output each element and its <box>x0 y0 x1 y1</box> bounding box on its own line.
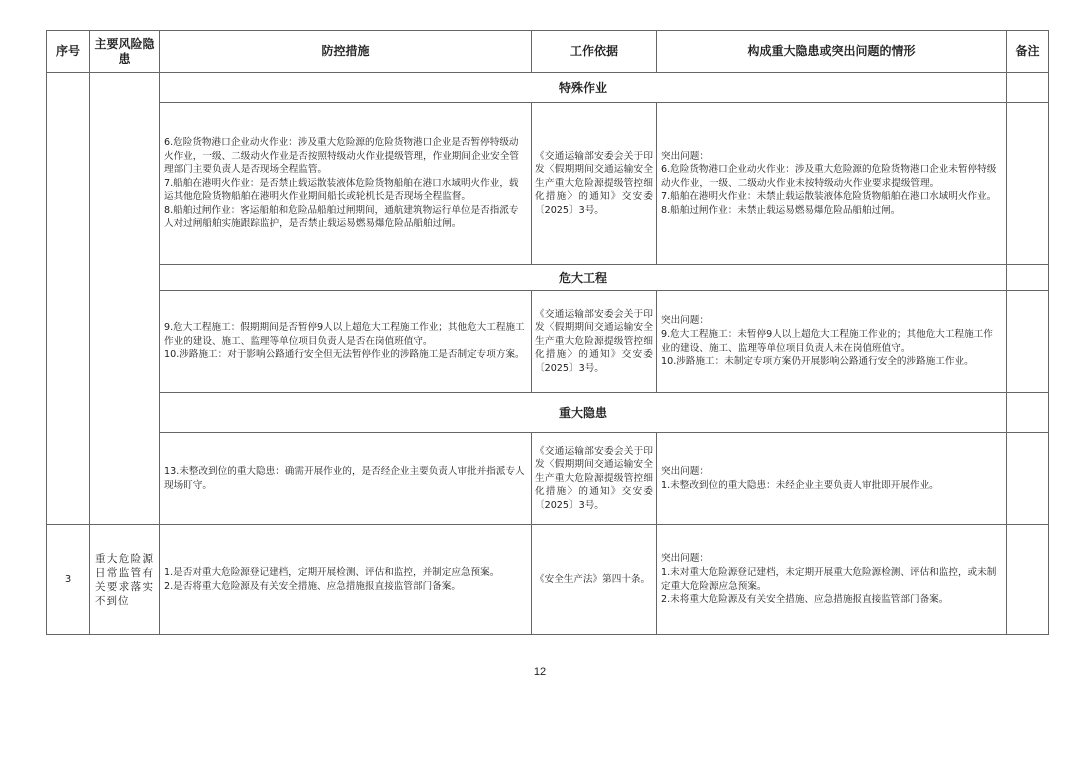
remark-cell <box>1007 433 1049 525</box>
section-title-dangerous: 危大工程 <box>160 265 1007 291</box>
situation-item: 6.危险货物港口企业动火作业：涉及重大危险源的危险货物港口企业未暂停特级动火作业，一级、二级动火作业未按特级动火作业要求提级管理。 <box>661 164 997 189</box>
measure-item: 13.未整改到位的重大隐患：确需开展作业的，是否经企业主要负责人审批并指派专人现场盯守。 <box>164 465 525 491</box>
seq-cell-empty <box>47 73 90 525</box>
row-3 <box>47 525 1049 635</box>
risk-cell-empty <box>90 73 160 525</box>
situation-item: 9.危大工程施工：未暂停9人以上超危大工程施工作业的；其他危大工程施工作业的建设、施工、监理等单位项目负责人未在岗值班值守。 <box>661 328 993 354</box>
situation-item: 7.船舶在港明火作业：未禁止载运散装液体危险货物船舶在港口水域明火作业。 <box>661 191 997 203</box>
header-remark: 备注 <box>1007 31 1049 73</box>
dangerous-basis: 《交通运输部安委会关于印发〈假期期间交通运输安全生产重大危险源提级管控细化措施〉的通知》交安委〔2025〕3号。 <box>532 291 657 393</box>
row-3-basis: 《安全生产法》第四十条。 <box>532 525 657 635</box>
special-measures <box>160 103 532 265</box>
row-3-seq: 3 <box>47 525 90 635</box>
special-situation <box>657 103 1007 265</box>
measure-item: 8.船舶过闸作业：客运船舶和危险品船舶过闸期间，通航建筑物运行单位是否指派专人对过闸船舶实施跟踪监护，是否禁止载运易燃易爆危险品船舶过闸。 <box>164 204 519 230</box>
special-basis: 《交通运输部安委会关于印发〈假期期间交通运输安全生产重大危险源提级管控细化措施〉的通知》交安委〔2025〕3号。 <box>532 103 657 265</box>
remark-cell <box>1007 73 1049 103</box>
measure-item: 6.危险货物港口企业动火作业：涉及重大危险源的危险货物港口企业是否暂停特级动火作业，一级、二级动火作业是否按照特级动火作业提级管理，作业期间企业安全管理部门主要负责人是否现场全程监管。 <box>164 136 519 176</box>
situation-item: 突出问题： <box>661 465 709 477</box>
measure-item: 1.是否对重大危险源登记建档，定期开展检测、评估和监控，并制定应急预案。 <box>164 566 500 578</box>
section-row-special <box>47 73 1049 103</box>
header-basis: 工作依据 <box>532 31 657 73</box>
remark-cell <box>1007 265 1049 291</box>
dangerous-row <box>47 291 1049 393</box>
section-row-major <box>47 393 1049 433</box>
special-row <box>47 103 1049 265</box>
row-3-measures <box>160 525 532 635</box>
situation-item: 突出问题： <box>661 315 709 327</box>
dangerous-situation <box>657 291 1007 393</box>
major-basis: 《交通运输部安委会关于印发〈假期期间交通运输安全生产重大危险源提级管控细化措施〉的通知》交安委〔2025〕3号。 <box>532 433 657 525</box>
situation-item: 突出问题： <box>661 553 709 565</box>
header-seq: 序号 <box>47 31 90 73</box>
row-3-situation <box>657 525 1007 635</box>
measure-item: 9.危大工程施工：假期期间是否暂停9人以上超危大工程施工作业；其他危大工程施工作业的建设、施工、监理等单位项目负责人是否在岗值班值守。 <box>164 322 525 347</box>
section-row-dangerous <box>47 265 1049 291</box>
major-situation <box>657 433 1007 525</box>
dangerous-measures <box>160 291 532 393</box>
major-row <box>47 433 1049 525</box>
remark-cell <box>1007 393 1049 433</box>
section-title-major: 重大隐患 <box>160 393 1007 433</box>
measure-item: 7.船舶在港明火作业：是否禁止载运散装液体危险货物船舶在港口水域明火作业，载运其他危险货物船舶在港明火作业期间船长或轮机长是否现场全程监督。 <box>164 177 519 203</box>
situation-item: 突出问题： <box>661 150 709 162</box>
header-situation: 构成重大隐患或突出问题的情形 <box>657 31 1007 73</box>
remark-cell <box>1007 525 1049 635</box>
measure-item: 10.涉路施工：对于影响公路通行安全但无法暂停作业的涉路施工是否制定专项方案。 <box>164 349 525 361</box>
header-row <box>47 31 1049 73</box>
page-number: 12 <box>533 666 547 678</box>
situation-item: 10.涉路施工：未制定专项方案仍开展影响公路通行安全的涉路施工作业。 <box>661 356 974 368</box>
situation-item: 8.船舶过闸作业：未禁止载运易燃易爆危险品船舶过闸。 <box>661 204 901 216</box>
situation-item: 2.未将重大危险源及有关安全措施、应急措施报直接监管部门备案。 <box>661 594 949 606</box>
header-risk: 主要风险隐患 <box>90 31 160 73</box>
header-measures: 防控措施 <box>160 31 532 73</box>
situation-item: 1.未整改到位的重大隐患：未经企业主要负责人审批即开展作业。 <box>661 479 939 491</box>
remark-cell <box>1007 103 1049 265</box>
row-3-risk: 重大危险源日常监管有关要求落实不到位 <box>90 525 160 635</box>
major-measures <box>160 433 532 525</box>
section-title-special: 特殊作业 <box>160 73 1007 103</box>
remark-cell <box>1007 291 1049 393</box>
measure-item: 2.是否将重大危险源及有关安全措施、应急措施报直接监管部门备案。 <box>164 580 461 592</box>
risk-control-table <box>46 30 1049 635</box>
situation-item: 1.未对重大危险源登记建档，未定期开展重大危险源检测、评估和监控，或未制定重大危险源应急预案。 <box>661 566 997 592</box>
